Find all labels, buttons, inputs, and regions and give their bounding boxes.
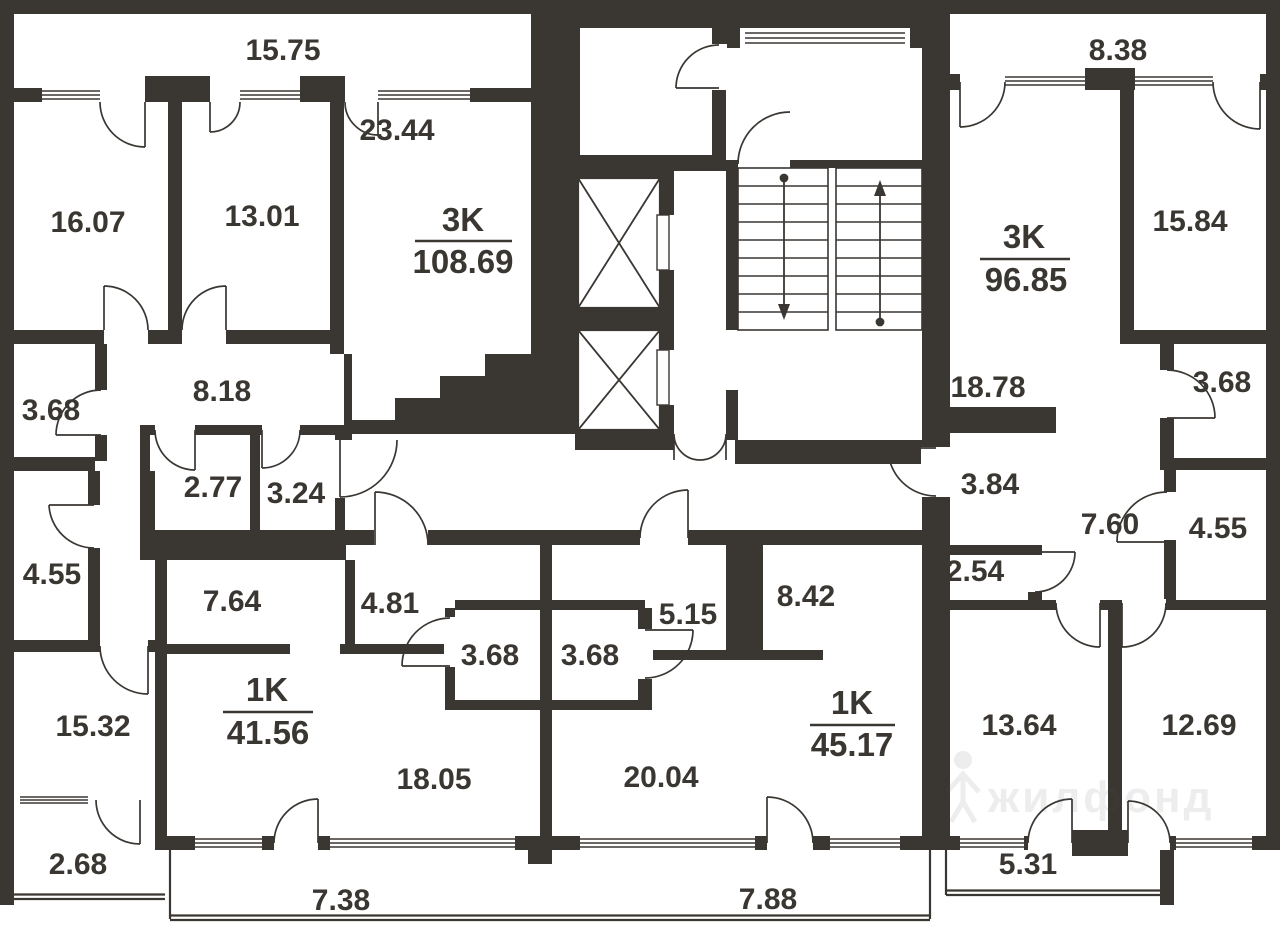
label-room-4-55-b: 4.55 [1188,512,1248,545]
label-room-7-60: 7.60 [1080,508,1140,541]
watermark-text: жилфонд [988,773,1215,822]
label-balcony-5-31: 5.31 [998,848,1058,881]
label-bath-3-68-b: 3.68 [460,639,520,672]
label-room-15-32: 15.32 [55,710,131,743]
label-room-8-18: 8.18 [192,375,252,408]
label-balcony-7-38: 7.38 [311,884,371,917]
door-stairs [738,112,790,164]
stair-direction-arrows [778,175,886,326]
elevator-shafts [578,178,669,430]
door-balcony-13-01 [210,102,240,132]
label-room-4-81: 4.81 [360,587,420,620]
label-room-18-78: 18.78 [950,371,1026,404]
label-room-4-55-a: 4.55 [22,558,82,591]
door-balcony-20-04 [767,797,813,843]
door-balcony-16-07 [100,102,145,147]
label-bath-3-68-c: 3.68 [560,639,620,672]
door-room-15-32 [100,646,148,694]
label-balcony-2-68: 2.68 [48,848,108,881]
label-room-3-84: 3.84 [960,468,1020,501]
label-balcony-15-75: 15.75 [245,34,321,67]
door-closet-2-54 [1035,552,1075,592]
label-room-3-68-d: 3.68 [1192,366,1252,399]
label-closet-2-54: 2.54 [945,555,1005,588]
label-room-18-05: 18.05 [396,763,472,796]
label-room-7-64: 7.64 [202,585,262,618]
apartment-area-label: 41.56 [226,714,310,751]
apartment-left-3k [413,201,514,280]
label-room-13-01: 13.01 [224,200,300,233]
door-balcony-18-78 [960,82,1005,127]
door-balcony-15-84 [1213,82,1260,129]
apartment-type-label: 1K [830,684,874,721]
apartment-area-label: 96.85 [984,261,1068,298]
door-room-13-01 [182,286,226,330]
label-room-23-44: 23.44 [359,114,435,147]
label-room-15-84: 15.84 [1152,205,1228,238]
door-entry-left-3k [340,440,397,497]
door-balcony-18-05 [274,799,318,843]
door-bath-3-68-b [402,618,450,666]
balcony-rails [6,807,1160,920]
label-room-3-68-a: 3.68 [21,394,81,427]
label-room-16-07: 16.07 [50,206,126,239]
apartment-type-label: 3K [1002,218,1046,255]
apartment-left-1k [223,671,313,751]
label-balcony-8-38: 8.38 [1088,34,1148,67]
apartment-type-label: 3K [441,201,485,238]
watermark-person-icon [947,751,979,822]
label-room-13-64: 13.64 [981,709,1057,742]
watermark [947,751,1215,822]
apartment-center-1k [810,684,895,763]
apartment-area-label: 108.69 [412,243,514,280]
apartment-type-label: 1K [245,671,289,708]
label-room-3-24: 3.24 [266,477,326,510]
elevator-2-door [657,350,669,405]
label-room-2-77: 2.77 [183,471,243,504]
door-room-4-55-a [49,505,94,548]
label-balcony-7-88: 7.88 [738,883,798,916]
label-room-12-69: 12.69 [1161,709,1237,742]
door-closet-2-77 [155,430,195,470]
door-lobby-double [674,434,726,460]
elevator-1-door [657,215,669,270]
apartment-right-3k [980,218,1070,298]
label-room-8-42: 8.42 [776,580,836,613]
door-balcony-2-68 [96,800,140,844]
door-closet-3-24 [262,430,300,468]
apartment-area-label: 45.17 [810,726,894,763]
staircase [738,168,922,330]
label-room-5-15: 5.15 [658,598,718,631]
label-room-20-04: 20.04 [623,761,699,794]
door-room-16-07 [104,286,148,330]
